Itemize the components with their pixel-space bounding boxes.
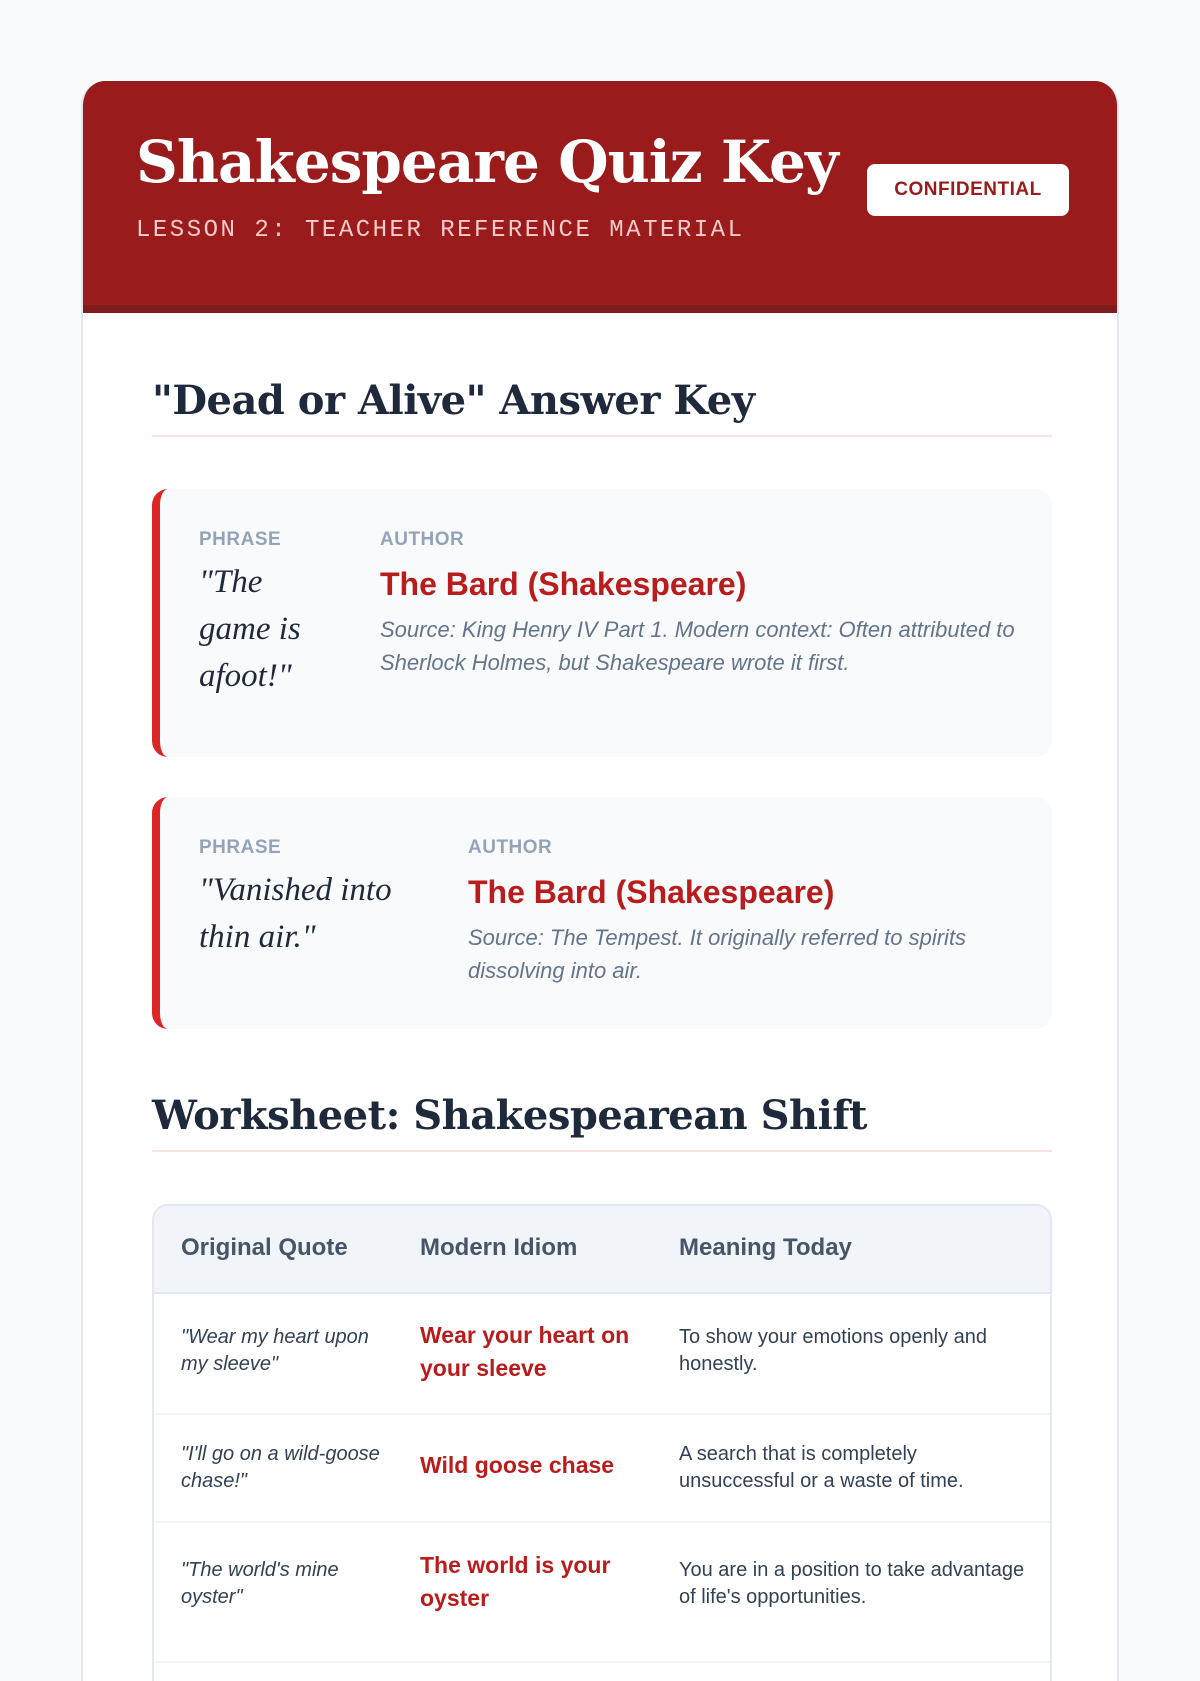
modern-idiom-cell: The world is your oyster [420, 1552, 611, 1611]
column-header-modern-idiom: Modern Idiom [420, 1234, 578, 1261]
quiz-item [152, 797, 1052, 1029]
table-row [154, 1294, 1050, 1415]
quiz-key-card [81, 81, 1119, 1681]
modern-idiom-cell: Wear your heart on your sleeve [420, 1322, 630, 1381]
phrase-text: "The game is afoot!" [199, 564, 301, 694]
phrase-label: PHRASE [199, 837, 282, 858]
column-header-original-quote: Original Quote [181, 1234, 348, 1261]
page-subtitle: LESSON 2: TEACHER REFERENCE MATERIAL [136, 217, 745, 244]
original-quote-cell: "I'll go on a wild-goose chase!" [181, 1443, 380, 1492]
original-quote-cell: "Wear my heart upon my sleeve" [181, 1326, 369, 1375]
author-label: AUTHOR [380, 529, 465, 550]
phrase-text: "Vanished into thin air." [199, 872, 392, 955]
author-label: AUTHOR [468, 837, 553, 858]
modern-idiom-cell: Wild goose chase [420, 1452, 615, 1478]
page-title: Shakespeare Quiz Key [136, 128, 838, 196]
table-row [154, 1523, 1050, 1663]
author-name: The Bard (Shakespeare) [468, 874, 835, 910]
original-quote-cell: "The world's mine oyster" [181, 1559, 339, 1608]
meaning-cell: You are in a position to take advantage of life's opportunities. [679, 1559, 1025, 1608]
column-header-meaning-today: Meaning Today [679, 1234, 852, 1261]
table-row [154, 1415, 1050, 1523]
author-note: Source: King Henry IV Part 1. Modern context: Often attributed to Sherlock Holmes, but Shakespeare wrote it first. [380, 617, 1015, 675]
meaning-cell: To show your emotions openly and honestly. [679, 1326, 987, 1375]
author-note: Source: The Tempest. It originally referred to spirits dissolving into air. [468, 925, 967, 983]
author-name: The Bard (Shakespeare) [380, 566, 747, 602]
confidential-badge: CONFIDENTIAL [867, 164, 1069, 216]
meaning-cell: A search that is completely unsuccessful or a waste of time. [679, 1443, 964, 1492]
worksheet-title: Worksheet: Shakespearean Shift [152, 1096, 1052, 1152]
answer-key-title: "Dead or Alive" Answer Key [152, 381, 1052, 437]
quiz-item [152, 489, 1052, 757]
table-header [154, 1206, 1050, 1294]
page-header [83, 81, 1117, 313]
phrase-label: PHRASE [199, 529, 282, 550]
worksheet-table [152, 1204, 1052, 1681]
